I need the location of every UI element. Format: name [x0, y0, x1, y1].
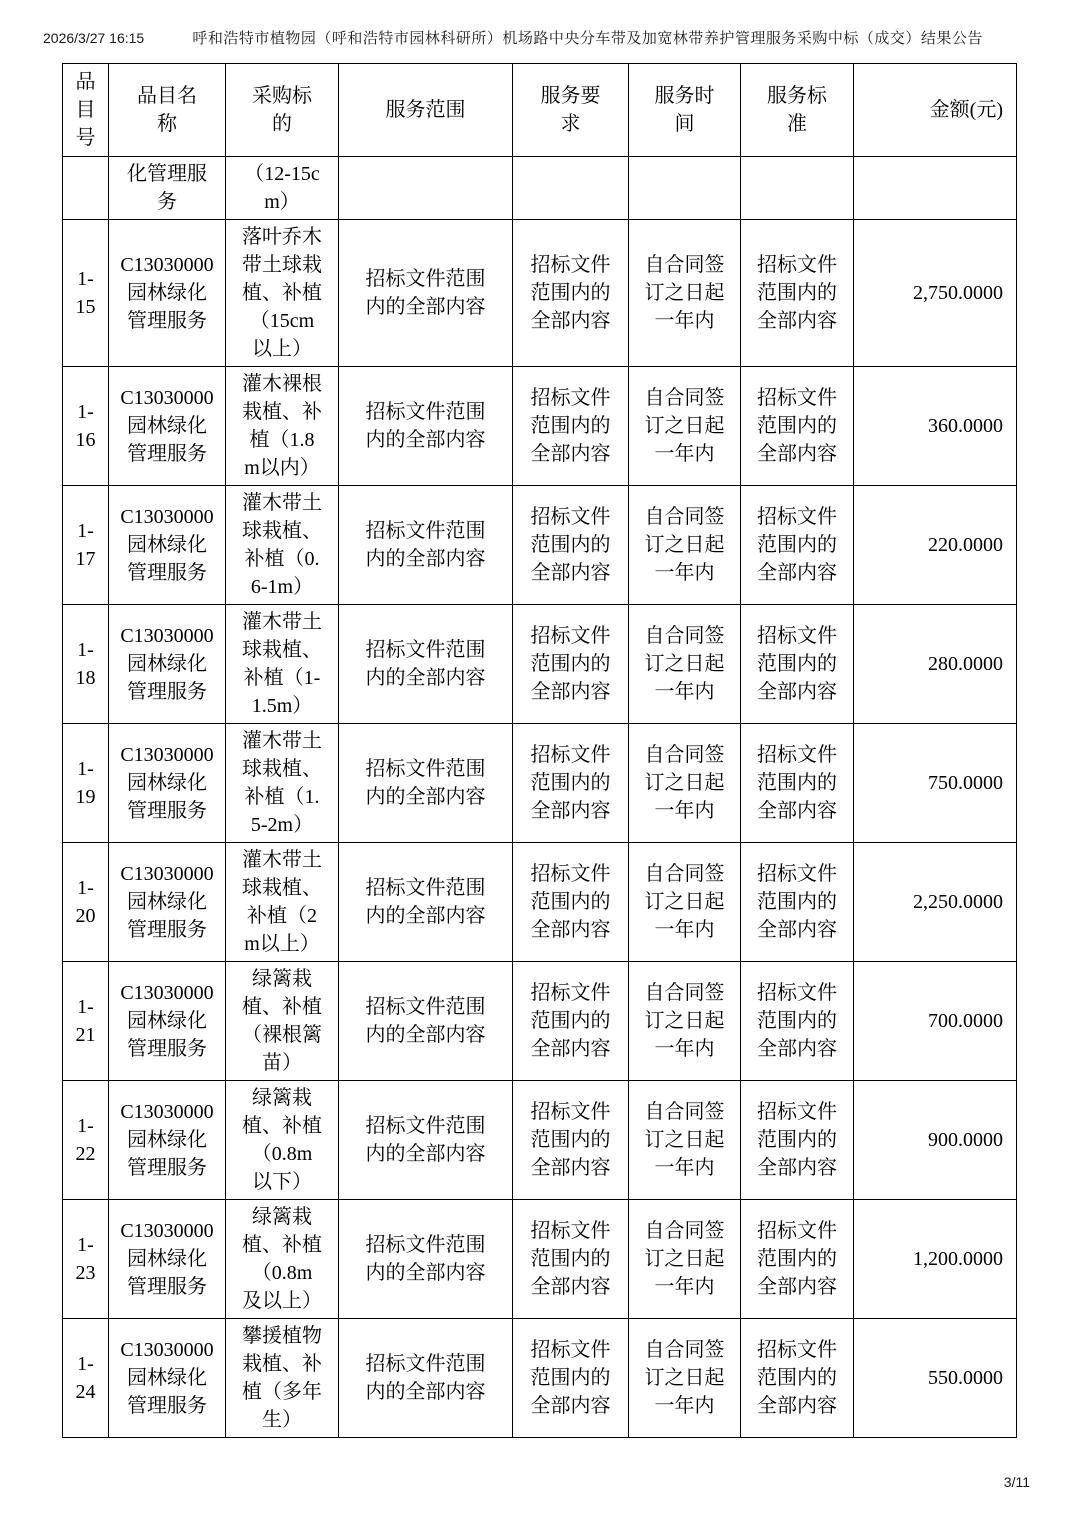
cell-time: 自合同签订之日起一年内: [629, 962, 741, 1081]
cell-amount: 220.0000: [854, 486, 1017, 605]
table-row: [63, 724, 1017, 843]
table-row: [63, 1319, 1017, 1438]
column-header-scope: 服务范围: [339, 64, 513, 157]
cell-scope: 招标文件范围内的全部内容: [339, 605, 513, 724]
table-row: [63, 605, 1017, 724]
cell-item-name: C13030000 园林绿化管理服务: [109, 1319, 226, 1438]
column-header-item-no: 品目号: [63, 64, 109, 157]
page-title: 呼和浩特市植物园（呼和浩特市园林科研所）机场路中央分车带及加宽林带养护管理服务采购中标（成交）结果公告: [192, 30, 983, 47]
cell-target: 攀援植物栽植、补植（多年生）: [226, 1319, 339, 1438]
column-header-requirement: [513, 64, 629, 157]
table-row: [63, 962, 1017, 1081]
cell-target: 绿篱栽植、补植（0.8m以下）: [226, 1081, 339, 1200]
cell-time: 自合同签订之日起一年内: [629, 724, 741, 843]
cell-item-no: 1-23: [63, 1200, 109, 1319]
page-number: 3/11: [1003, 1474, 1030, 1490]
cell-item-no: 1-19: [63, 724, 109, 843]
table-header-row: [63, 64, 1017, 157]
cell-scope: 招标文件范围内的全部内容: [339, 1081, 513, 1200]
table-row: [63, 367, 1017, 486]
cell-time: 自合同签订之日起一年内: [629, 605, 741, 724]
table-row: [63, 1200, 1017, 1319]
column-header-label: 采购标的: [252, 85, 312, 135]
cell-time: 自合同签订之日起一年内: [629, 220, 741, 367]
cell-requirement: 招标文件范围内的全部内容: [513, 1081, 629, 1200]
cell-item-name: C13030000 园林绿化管理服务: [109, 962, 226, 1081]
cell-item-name: C13030000 园林绿化管理服务: [109, 1081, 226, 1200]
cell-standard: 招标文件范围内的全部内容: [741, 1200, 854, 1319]
cell-standard: 招标文件范围内的全部内容: [741, 1319, 854, 1438]
cell-standard: 招标文件范围内的全部内容: [741, 486, 854, 605]
table-row: [63, 220, 1017, 367]
cell-target: 绿篱栽植、补植（0.8m及以上）: [226, 1200, 339, 1319]
cell-target: 灌木带土球栽植、补植（1.5-2m）: [226, 724, 339, 843]
cell-item-name: C13030000 园林绿化管理服务: [109, 843, 226, 962]
cell-item-no: 1-20: [63, 843, 109, 962]
cell-target: 绿篱栽植、补植（裸根篱苗）: [226, 962, 339, 1081]
cell-item-no: 1-16: [63, 367, 109, 486]
cell-item-no: 1-24: [63, 1319, 109, 1438]
cell-amount: [854, 157, 1017, 220]
cell-target: 灌木带土球栽植、补植（1-1.5m）: [226, 605, 339, 724]
print-datetime: 2026/3/27 16:15: [43, 30, 145, 46]
cell-requirement: 招标文件范围内的全部内容: [513, 962, 629, 1081]
cell-item-name: C13030000 园林绿化管理服务: [109, 367, 226, 486]
table-row: [63, 486, 1017, 605]
cell-scope: [339, 157, 513, 220]
column-header-standard: [741, 64, 854, 157]
cell-requirement: 招标文件范围内的全部内容: [513, 486, 629, 605]
cell-time: [629, 157, 741, 220]
column-header-target: [226, 64, 339, 157]
cell-scope: 招标文件范围内的全部内容: [339, 220, 513, 367]
cell-time: 自合同签订之日起一年内: [629, 1200, 741, 1319]
table-header: [63, 64, 1017, 157]
table-row: [63, 843, 1017, 962]
column-header-label: 服务标准: [767, 85, 827, 135]
cell-item-name: C13030000 园林绿化管理服务: [109, 605, 226, 724]
cell-amount: 280.0000: [854, 605, 1017, 724]
cell-standard: 招标文件范围内的全部内容: [741, 962, 854, 1081]
cell-standard: 招标文件范围内的全部内容: [741, 605, 854, 724]
cell-time: 自合同签订之日起一年内: [629, 486, 741, 605]
cell-requirement: 招标文件范围内的全部内容: [513, 1319, 629, 1438]
cell-amount: 360.0000: [854, 367, 1017, 486]
cell-item-no: 1-17: [63, 486, 109, 605]
cell-amount: 2,750.0000: [854, 220, 1017, 367]
cell-amount: 900.0000: [854, 1081, 1017, 1200]
cell-scope: 招标文件范围内的全部内容: [339, 367, 513, 486]
cell-requirement: 招标文件范围内的全部内容: [513, 1200, 629, 1319]
cell-target: （12-15cm）: [226, 157, 339, 220]
cell-scope: 招标文件范围内的全部内容: [339, 486, 513, 605]
cell-item-name: 化管理服务: [109, 157, 226, 220]
cell-requirement: 招标文件范围内的全部内容: [513, 724, 629, 843]
cell-item-name: C13030000 园林绿化管理服务: [109, 724, 226, 843]
cell-scope: 招标文件范围内的全部内容: [339, 843, 513, 962]
cell-amount: 550.0000: [854, 1319, 1017, 1438]
cell-item-name: C13030000 园林绿化管理服务: [109, 220, 226, 367]
cell-standard: 招标文件范围内的全部内容: [741, 843, 854, 962]
cell-standard: 招标文件范围内的全部内容: [741, 1081, 854, 1200]
procurement-result-table: [62, 63, 1017, 1438]
cell-time: 自合同签订之日起一年内: [629, 843, 741, 962]
cell-scope: 招标文件范围内的全部内容: [339, 724, 513, 843]
cell-scope: 招标文件范围内的全部内容: [339, 1319, 513, 1438]
cell-item-no: 1-21: [63, 962, 109, 1081]
cell-standard: [741, 157, 854, 220]
table-row: [63, 1081, 1017, 1200]
cell-requirement: 招标文件范围内的全部内容: [513, 843, 629, 962]
cell-scope: 招标文件范围内的全部内容: [339, 1200, 513, 1319]
column-header-amount: 金额(元): [854, 64, 1017, 157]
column-header-item-name: [109, 64, 226, 157]
cell-amount: 750.0000: [854, 724, 1017, 843]
cell-scope: 招标文件范围内的全部内容: [339, 962, 513, 1081]
print-header: [0, 0, 1074, 48]
cell-requirement: 招标文件范围内的全部内容: [513, 605, 629, 724]
cell-time: 自合同签订之日起一年内: [629, 367, 741, 486]
column-header-time: [629, 64, 741, 157]
cell-item-no: 1-18: [63, 605, 109, 724]
cell-item-name: C13030000 园林绿化管理服务: [109, 486, 226, 605]
cell-amount: 2,250.0000: [854, 843, 1017, 962]
cell-target: 灌木带土球栽植、补植（2m以上）: [226, 843, 339, 962]
column-header-label: 服务要求: [540, 85, 601, 135]
cell-item-no: 1-22: [63, 1081, 109, 1200]
table-body: [63, 157, 1017, 1438]
cell-amount: 1,200.0000: [854, 1200, 1017, 1319]
column-header-label: 服务时间: [654, 85, 715, 135]
column-header-label: 品目名称: [137, 85, 197, 135]
cell-standard: 招标文件范围内的全部内容: [741, 724, 854, 843]
cell-item-no: [63, 157, 109, 220]
cell-target: 灌木裸根栽植、补植（1.8m以内）: [226, 367, 339, 486]
cell-standard: 招标文件范围内的全部内容: [741, 220, 854, 367]
cell-time: 自合同签订之日起一年内: [629, 1319, 741, 1438]
cell-amount: 700.0000: [854, 962, 1017, 1081]
cell-time: 自合同签订之日起一年内: [629, 1081, 741, 1200]
cell-target: 灌木带土球栽植、补植（0.6-1m）: [226, 486, 339, 605]
cell-requirement: 招标文件范围内的全部内容: [513, 220, 629, 367]
cell-item-no: 1-15: [63, 220, 109, 367]
cell-standard: 招标文件范围内的全部内容: [741, 367, 854, 486]
cell-target: 落叶乔木带土球栽植、补植（15cm以上）: [226, 220, 339, 367]
table-row: [63, 157, 1017, 220]
cell-item-name: C13030000 园林绿化管理服务: [109, 1200, 226, 1319]
cell-requirement: [513, 157, 629, 220]
cell-requirement: 招标文件范围内的全部内容: [513, 367, 629, 486]
